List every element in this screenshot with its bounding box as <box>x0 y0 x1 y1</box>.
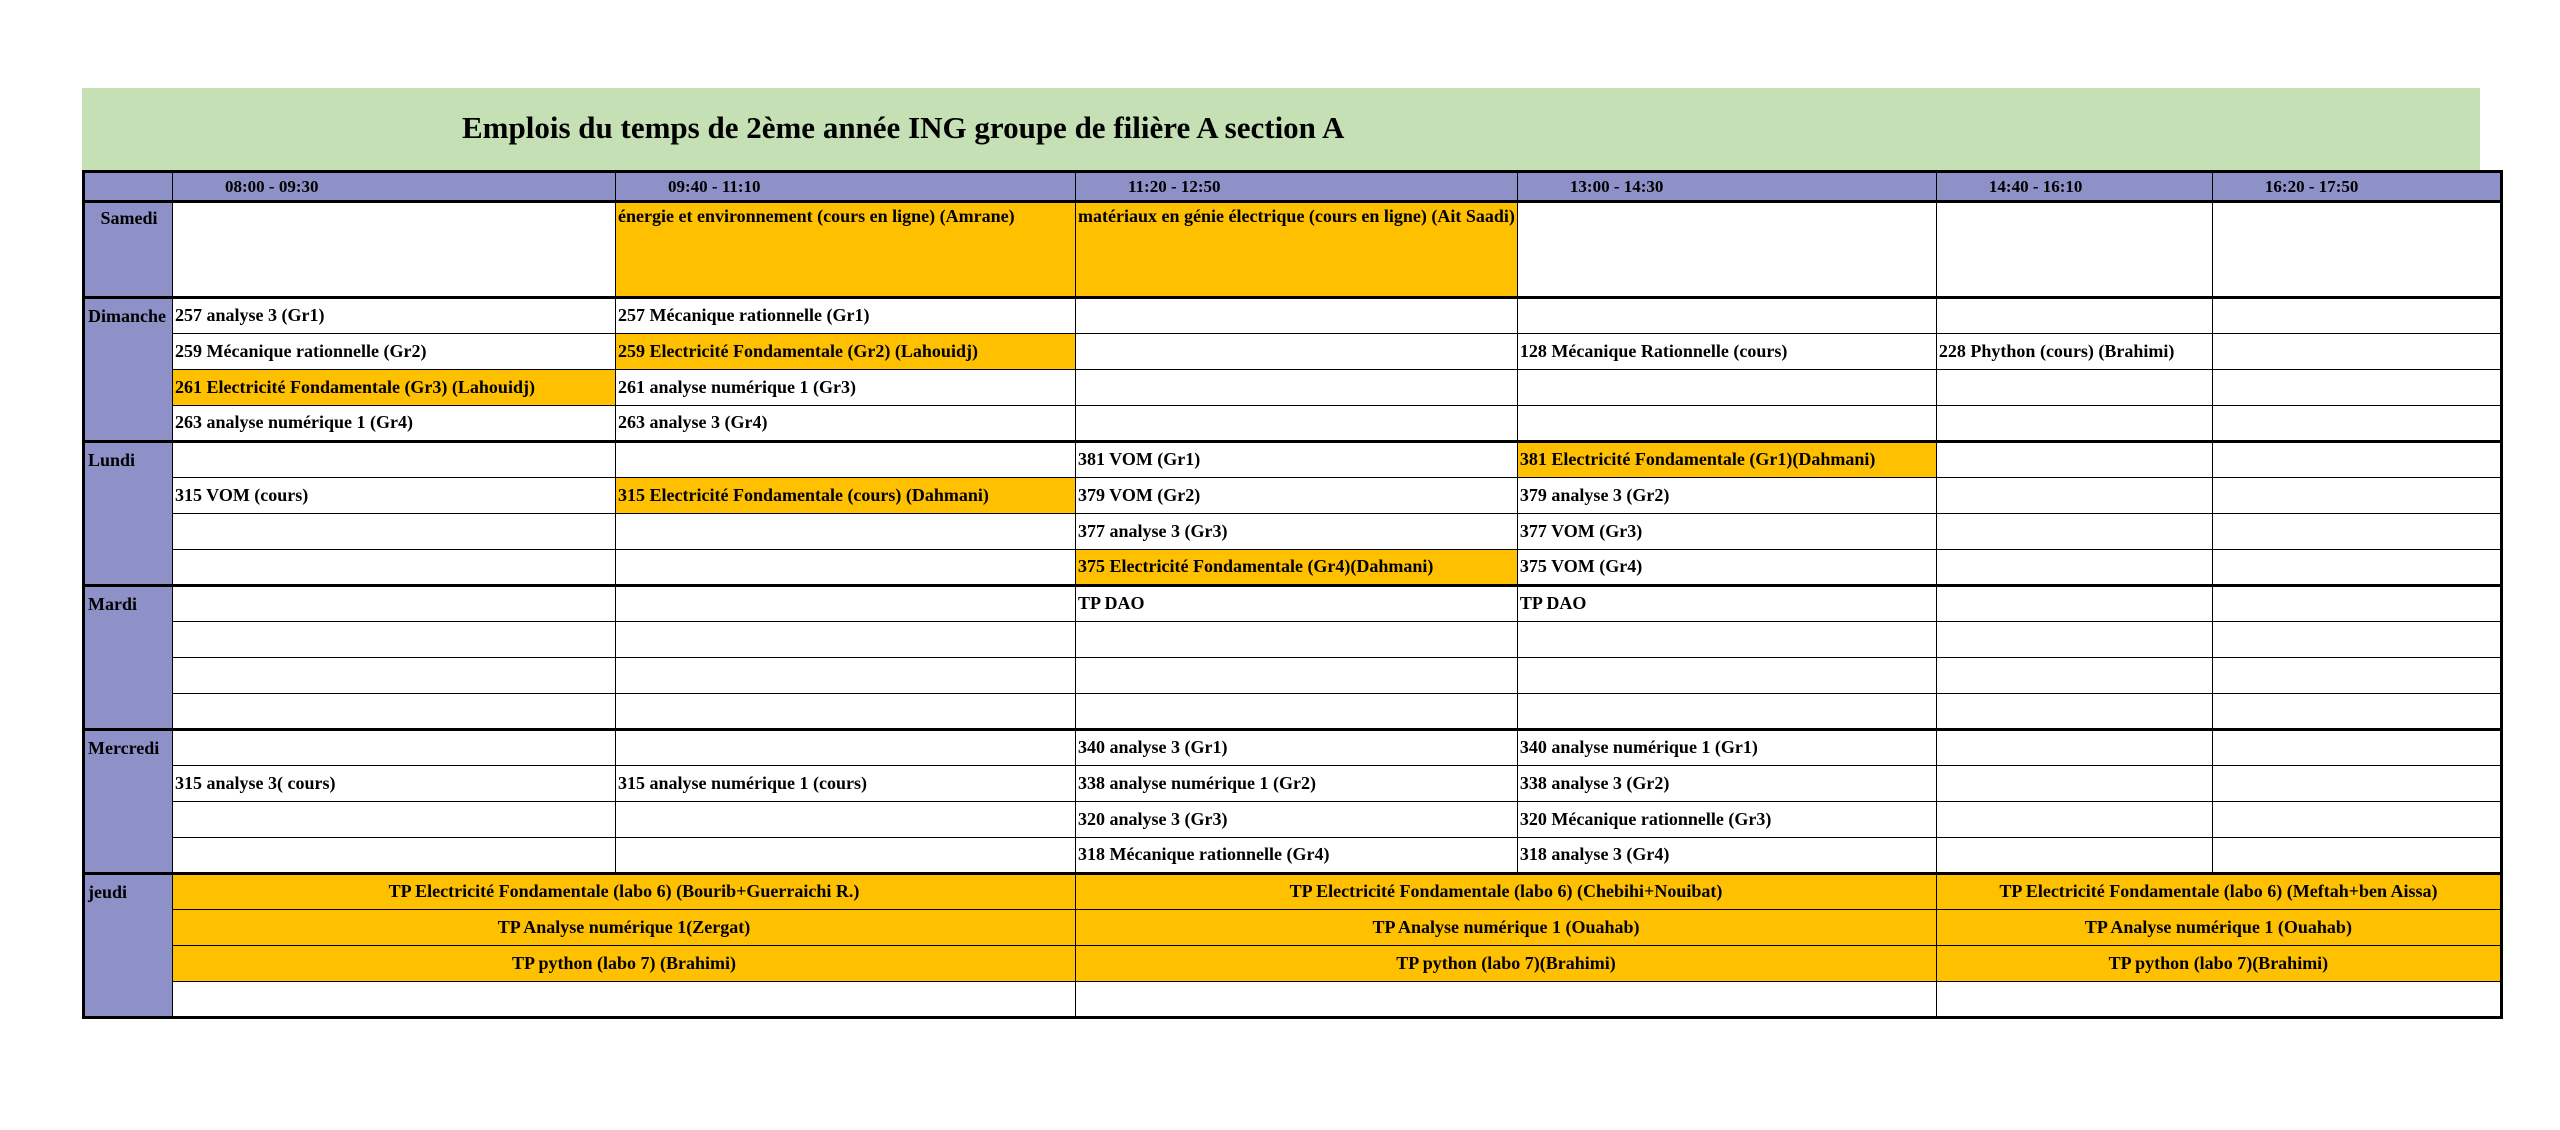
cell <box>1936 550 2212 586</box>
cell <box>2212 442 2501 478</box>
row-lundi <box>84 514 2502 550</box>
cell <box>2212 730 2501 766</box>
cell <box>616 622 1076 658</box>
cell <box>1936 442 2212 478</box>
cell-course: 338 analyse 3 (Gr2) <box>1517 766 1936 802</box>
row-dimanche <box>84 334 2502 370</box>
time-slot-header: 08:00 - 09:30 <box>173 172 616 202</box>
cell-course: 128 Mécanique Rationnelle (cours) <box>1517 334 1936 370</box>
row-mardi <box>84 658 2502 694</box>
cell-lab: TP Analyse numérique 1(Zergat) <box>173 910 1076 946</box>
cell-lab: TP python (labo 7)(Brahimi) <box>1936 946 2501 982</box>
cell-course: 377 VOM (Gr3) <box>1517 514 1936 550</box>
cell <box>2212 202 2501 298</box>
cell <box>173 514 616 550</box>
cell <box>1517 202 1936 298</box>
time-slot-header: 16:20 - 17:50 <box>2212 172 2501 202</box>
cell-lab: TP Analyse numérique 1 (Ouahab) <box>1076 910 1937 946</box>
header-row <box>84 172 2502 202</box>
cell <box>616 658 1076 694</box>
row-lundi <box>84 550 2502 586</box>
cell <box>2212 478 2501 514</box>
cell <box>2212 622 2501 658</box>
cell <box>173 694 616 730</box>
cell <box>2212 658 2501 694</box>
cell <box>173 730 616 766</box>
row-samedi <box>84 202 2502 298</box>
cell-course: 259 Mécanique rationnelle (Gr2) <box>173 334 616 370</box>
day-label-lundi: Lundi <box>84 442 173 586</box>
cell <box>1936 586 2212 622</box>
cell <box>173 658 616 694</box>
row-mardi <box>84 622 2502 658</box>
cell-course: 381 VOM (Gr1) <box>1076 442 1518 478</box>
cell <box>1936 478 2212 514</box>
cell <box>1076 298 1518 334</box>
cell <box>1936 406 2212 442</box>
cell-course: 381 Electricité Fondamentale (Gr1)(Dahmani) <box>1517 442 1936 478</box>
title-band <box>82 88 2480 170</box>
page-title: Emplois du temps de 2ème année ING groupe de filière A section A <box>462 110 1345 145</box>
day-label-mercredi: Mercredi <box>84 730 173 874</box>
day-label-samedi: Samedi <box>84 202 173 298</box>
cell <box>1936 730 2212 766</box>
cell <box>616 586 1076 622</box>
row-lundi <box>84 442 2502 478</box>
cell <box>2212 802 2501 838</box>
cell <box>1936 622 2212 658</box>
time-slot-header: 13:00 - 14:30 <box>1517 172 1936 202</box>
cell-course: 375 Electricité Fondamentale (Gr4)(Dahmani) <box>1076 550 1518 586</box>
day-label-dimanche: Dimanche <box>84 298 173 442</box>
cell <box>1936 514 2212 550</box>
cell-course: 320 analyse 3 (Gr3) <box>1076 802 1518 838</box>
cell-course: 318 analyse 3 (Gr4) <box>1517 838 1936 874</box>
cell-course: 259 Electricité Fondamentale (Gr2) (Lahouidj) <box>616 334 1076 370</box>
cell-course: 375 VOM (Gr4) <box>1517 550 1936 586</box>
cell-course: 261 analyse numérique 1 (Gr3) <box>616 370 1076 406</box>
cell-course: 338 analyse numérique 1 (Gr2) <box>1076 766 1518 802</box>
row-mercredi <box>84 838 2502 874</box>
row-lundi <box>84 478 2502 514</box>
cell <box>616 514 1076 550</box>
cell <box>2212 334 2501 370</box>
cell-course: TP DAO <box>1076 586 1518 622</box>
row-dimanche <box>84 370 2502 406</box>
cell <box>1076 694 1518 730</box>
cell-course: 228 Phython (cours) (Brahimi) <box>1936 334 2212 370</box>
cell-lab: TP python (labo 7)(Brahimi) <box>1076 946 1937 982</box>
cell <box>1076 370 1518 406</box>
cell <box>1517 658 1936 694</box>
cell-lab: TP python (labo 7) (Brahimi) <box>173 946 1076 982</box>
cell-course: 263 analyse numérique 1 (Gr4) <box>173 406 616 442</box>
time-slot-header: 14:40 - 16:10 <box>1936 172 2212 202</box>
cell-course: 320 Mécanique rationnelle (Gr3) <box>1517 802 1936 838</box>
cell-course: 315 VOM (cours) <box>173 478 616 514</box>
row-dimanche <box>84 406 2502 442</box>
row-jeudi <box>84 910 2502 946</box>
cell <box>616 550 1076 586</box>
cell <box>173 838 616 874</box>
row-dimanche <box>84 298 2502 334</box>
day-label-jeudi: jeudi <box>84 874 173 1018</box>
cell <box>1076 982 1937 1018</box>
cell <box>1936 694 2212 730</box>
cell <box>173 442 616 478</box>
cell-lab: TP Electricité Fondamentale (labo 6) (Meftah+ben Aissa) <box>1936 874 2501 910</box>
cell-course: 379 VOM (Gr2) <box>1076 478 1518 514</box>
cell-course: 340 analyse 3 (Gr1) <box>1076 730 1518 766</box>
cell-course: 263 analyse 3 (Gr4) <box>616 406 1076 442</box>
cell <box>173 202 616 298</box>
cell <box>1517 694 1936 730</box>
cell-course: TP DAO <box>1517 586 1936 622</box>
cell-course: 340 analyse numérique 1 (Gr1) <box>1517 730 1936 766</box>
row-jeudi <box>84 874 2502 910</box>
cell-lab: TP Electricité Fondamentale (labo 6) (Chebihi+Nouibat) <box>1076 874 1937 910</box>
row-mardi <box>84 694 2502 730</box>
cell <box>2212 370 2501 406</box>
header-corner <box>84 172 173 202</box>
cell-course: 315 Electricité Fondamentale (cours) (Dahmani) <box>616 478 1076 514</box>
time-slot-header: 09:40 - 11:10 <box>616 172 1076 202</box>
row-jeudi <box>84 946 2502 982</box>
cell <box>2212 550 2501 586</box>
cell <box>1076 334 1518 370</box>
row-mardi <box>84 586 2502 622</box>
cell <box>173 982 1076 1018</box>
row-mercredi <box>84 802 2502 838</box>
cell-course: 315 analyse numérique 1 (cours) <box>616 766 1076 802</box>
cell <box>2212 694 2501 730</box>
cell <box>1517 298 1936 334</box>
row-mercredi <box>84 730 2502 766</box>
cell <box>616 730 1076 766</box>
cell-course: matériaux en génie électrique (cours en ligne) (Ait Saadi) <box>1076 202 1518 298</box>
cell <box>173 586 616 622</box>
cell <box>173 550 616 586</box>
cell-course: 377 analyse 3 (Gr3) <box>1076 514 1518 550</box>
cell <box>1936 658 2212 694</box>
cell <box>2212 766 2501 802</box>
cell <box>616 838 1076 874</box>
cell <box>2212 406 2501 442</box>
cell <box>173 622 616 658</box>
cell <box>616 442 1076 478</box>
cell <box>1936 838 2212 874</box>
cell <box>1936 766 2212 802</box>
timetable <box>82 170 2503 1019</box>
cell <box>1936 802 2212 838</box>
row-mercredi <box>84 766 2502 802</box>
cell-lab: TP Electricité Fondamentale (labo 6) (Bourib+Guerraichi R.) <box>173 874 1076 910</box>
cell <box>1517 406 1936 442</box>
day-label-mardi: Mardi <box>84 586 173 730</box>
cell <box>2212 838 2501 874</box>
time-slot-header: 11:20 - 12:50 <box>1076 172 1518 202</box>
cell <box>1517 622 1936 658</box>
cell <box>1076 622 1518 658</box>
row-jeudi <box>84 982 2502 1018</box>
cell <box>1076 658 1518 694</box>
cell-course: 257 Mécanique rationnelle (Gr1) <box>616 298 1076 334</box>
cell <box>616 802 1076 838</box>
cell-course: 379 analyse 3 (Gr2) <box>1517 478 1936 514</box>
cell <box>1936 370 2212 406</box>
cell <box>1936 982 2501 1018</box>
cell <box>1076 406 1518 442</box>
cell <box>1936 202 2212 298</box>
cell <box>1936 298 2212 334</box>
cell <box>616 694 1076 730</box>
cell-lab: TP Analyse numérique 1 (Ouahab) <box>1936 910 2501 946</box>
cell <box>1517 370 1936 406</box>
cell-course: 315 analyse 3( cours) <box>173 766 616 802</box>
cell <box>2212 586 2501 622</box>
cell-course: 318 Mécanique rationnelle (Gr4) <box>1076 838 1518 874</box>
cell <box>173 802 616 838</box>
cell-course: 261 Electricité Fondamentale (Gr3) (Lahouidj) <box>173 370 616 406</box>
cell-course: énergie et environnement (cours en ligne) (Amrane) <box>616 202 1076 298</box>
cell-course: 257 analyse 3 (Gr1) <box>173 298 616 334</box>
cell <box>2212 298 2501 334</box>
cell <box>2212 514 2501 550</box>
